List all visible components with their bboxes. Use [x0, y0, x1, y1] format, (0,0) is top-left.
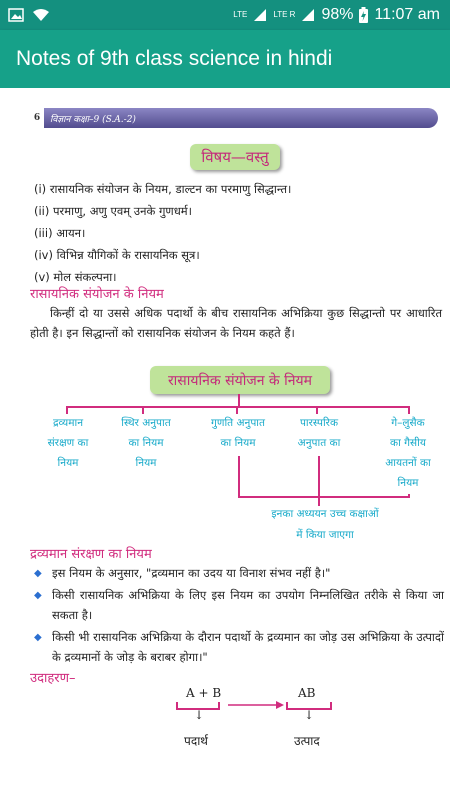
diamond-icon: ◆: [34, 632, 42, 643]
down-arrow-icon: ↓: [304, 708, 315, 722]
image-icon: [8, 8, 24, 22]
network-r-label: LTE R: [273, 10, 296, 19]
section-paragraph: किन्हीं दो या उससे अधिक पदार्थो के बीच रासायनिक अभिक्रिया कुछ सिद्धान्तो पर आधारित होती है। इन सिद्धान्तों को रासायनिक संयोजन के नियम कहते हैं।: [30, 306, 442, 340]
signal-icon: [253, 8, 267, 22]
toc-item: (v) मोल संकल्पना।: [34, 270, 117, 284]
bullet-text: किसी रासायनिक अभिक्रिया के लिए इस नियम का उपयोग निम्नलिखित तरीके से किया जा सकता है।: [52, 588, 444, 622]
app-bar: [0, 30, 450, 88]
chart-leaf: गे–लुसैक का गैसीय आयतनों का नियम: [385, 417, 431, 489]
clock: 11:07 am: [374, 6, 440, 23]
section-heading: रासायनिक संयोजन के नियम: [30, 287, 164, 302]
product-label: उत्पाद: [294, 734, 320, 748]
chart-leaf: द्रव्यमान संरक्षण का नियम: [47, 417, 89, 469]
toc-item: (iii) आयन।: [34, 226, 86, 240]
page-header-strip: [30, 108, 438, 128]
page-number: 6: [30, 108, 44, 128]
battery-percent: 98%: [321, 6, 354, 23]
diamond-icon: ◆: [34, 590, 42, 601]
app-title: Notes of 9th class science in hindi: [16, 47, 333, 70]
section-heading: द्रव्यमान संरक्षण का नियम: [30, 547, 152, 562]
reactant-label: पदार्थ: [184, 734, 208, 748]
chart-leaf: पारस्परिक अनुपात का: [297, 417, 341, 449]
reactant-text: A + B: [186, 686, 222, 700]
down-arrow-icon: ↓: [194, 708, 205, 722]
connector-line: [238, 496, 410, 498]
product-text: AB: [298, 686, 316, 700]
topic-title: विषय—वस्तु: [190, 144, 280, 170]
chart-note: इनका अध्ययन उच्च कक्षाओं में किया जाएगा: [271, 508, 379, 541]
battery-icon: [359, 7, 368, 23]
toc-list: [34, 178, 444, 288]
right-arrow-icon: [228, 700, 284, 710]
wifi-icon: [32, 8, 50, 22]
note-page[interactable]: [0, 88, 450, 800]
connector-line: [238, 394, 240, 406]
bracket-line: [218, 702, 220, 710]
connector-line: [66, 406, 410, 408]
network-label: LTE: [233, 10, 248, 19]
page-header-text: विज्ञान कक्षा–9 (S.A.-2): [50, 114, 136, 125]
connector-line: [238, 456, 240, 498]
bullet-item: [34, 563, 444, 584]
toc-item: (iv) विभिन्न यौगिकों के रासायनिक सूत्र।: [34, 248, 200, 262]
example-heading: उदाहरण–: [30, 671, 76, 686]
chart-root-box: रासायनिक संयोजन के नियम: [150, 366, 330, 394]
bullet-item: [34, 585, 444, 625]
chart-leaf: गुणति अनुपात का नियम: [210, 417, 266, 449]
chart-leaf: स्थिर अनुपात का नियम नियम: [121, 417, 171, 469]
signal-icon: [301, 8, 315, 22]
bullet-item: [34, 627, 444, 667]
connector-line: [318, 456, 320, 498]
toc-item: (i) रासायनिक संयोजन के नियम, डाल्टन का परमाणु सिद्धान्त।: [34, 182, 292, 196]
toc-item: (ii) परमाणु, अणु एवम् उनके गुणधर्म।: [34, 204, 193, 218]
status-bar: [0, 0, 450, 30]
diamond-icon: ◆: [34, 568, 42, 579]
bullet-text: किसी भी रासायनिक अभिक्रिया के दौरान पदार्थो के द्रव्यमान का जोड़ उस अभिक्रिया के उत्पादों के द्रव्यमानों के जोड़ के बराबर होगा।": [52, 630, 444, 664]
bracket-line: [330, 702, 332, 710]
bullet-text: इस नियम के अनुसार, "द्रव्यमान का उदय या विनाश संभव नहीं है।": [52, 566, 331, 580]
